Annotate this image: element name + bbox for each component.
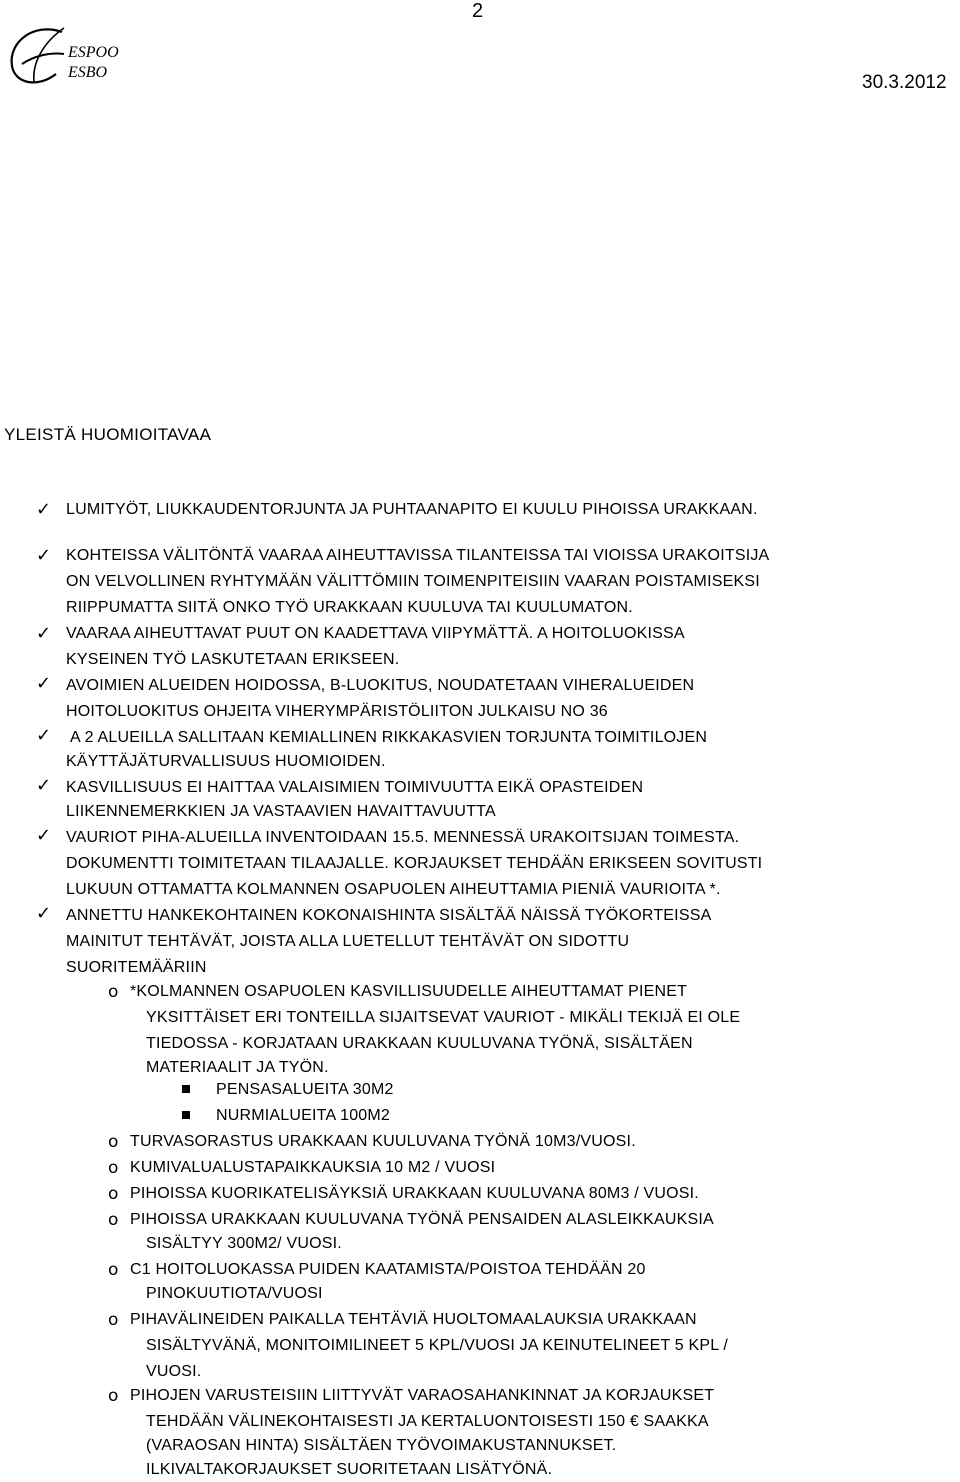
text-line: LIIKENNEMERKKIEN JA VASTAAVIEN HAVAITTAVUUTTA [66,803,496,820]
text-line: SUORITEMÄÄRIIN [66,959,207,976]
text-line: AVOIMIEN ALUEIDEN HOIDOSSA, B-LUOKITUS, NOUDATETAAN VIHERALUEIDEN [66,677,695,694]
document-date: 30.3.2012 [862,72,947,93]
square-bullet-icon [182,1111,190,1119]
text-line: PIHAVÄLINEIDEN PAIKALLA TEHTÄVIÄ HUOLTOMAALAUKSIA URAKKAAN [130,1311,697,1328]
circle-bullet-icon: o [108,1210,119,1230]
logo-text-esbo: ESBO [68,64,108,81]
text-line: LUKUUN OTTAMATTA KOLMANNEN OSAPUOLEN AIHEUTTAMIA PIENIÄ VAURIOITA *. [66,881,721,898]
circle-bullet-icon: o [108,1184,119,1204]
logo-text-espoo: ESPOO [68,44,119,61]
check-mark-icon: ✓ [36,673,52,694]
text-line: RIIPPUMATTA SIITÄ ONKO TYÖ URAKKAAN KUULUVA TAI KUULUMATON. [66,599,633,616]
text-line: PINOKUUTIOTA/VUOSI [146,1285,323,1302]
check-mark-icon: ✓ [36,545,52,566]
text-line: SISÄLTYVÄNÄ, MONITOIMILINEET 5 KPL/VUOSI JA KEINUTELINEET 5 KPL / [146,1337,729,1354]
circle-bullet-icon: o [108,982,119,1002]
check-mark-icon: ✓ [36,903,52,924]
section-heading: YLEISTÄ HUOMIOITAVAA [4,425,212,444]
text-line: VAURIOT PIHA-ALUEILLA INVENTOIDAAN 15.5. MENNESSÄ URAKOITSIJAN TOIMESTA. [66,829,740,846]
text-line: (VARAOSAN HINTA) SISÄLTÄEN TYÖVOIMAKUSTANNUKSET. [146,1437,617,1454]
text-line: MATERIAALIT JA TYÖN. [146,1059,329,1076]
text-line: KOHTEISSA VÄLITÖNTÄ VAARAA AIHEUTTAVISSA TILANTEISSA TAI VIOISSA URAKOITSIJA [66,547,770,564]
text-line: PENSASALUEITA 30M2 [216,1081,394,1098]
text-line: KASVILLISUUS EI HAITTAA VALAISIMIEN TOIMIVUUTTA EIKÄ OPASTEIDEN [66,779,644,796]
text-line: DOKUMENTTI TOIMITETAAN TILAAJALLE. KORJAUKSET TEHDÄÄN ERIKSEEN SOVITUSTI [66,855,763,872]
circle-bullet-icon: o [108,1132,119,1152]
text-line: A 2 ALUEILLA SALLITAAN KEMIALLINEN RIKKAKASVIEN TORJUNTA TOIMITILOJEN [70,729,708,746]
circle-bullet-icon: o [108,1386,119,1406]
circle-bullet-icon: o [108,1310,119,1330]
text-line: *KOLMANNEN OSAPUOLEN KASVILLISUUDELLE AIHEUTTAMAT PIENET [130,983,688,1000]
text-line: C1 HOITOLUOKASSA PUIDEN KAATAMISTA/POISTOA TEHDÄÄN 20 [130,1261,646,1278]
text-line: TEHDÄÄN VÄLINEKOHTAISESTI JA KERTALUONTOISESTI 150 € SAAKKA [146,1413,709,1430]
check-mark-icon: ✓ [36,623,52,644]
text-line: PIHOISSA URAKKAAN KUULUVANA TYÖNÄ PENSAIDEN ALASLEIKKAUKSIA [130,1211,714,1228]
text-line: KYSEINEN TYÖ LASKUTETAAN ERIKSEEN. [66,651,400,668]
square-bullet-icon [182,1085,190,1093]
text-line: MAINITUT TEHTÄVÄT, JOISTA ALLA LUETELLUT TEHTÄVÄT ON SIDOTTU [66,933,630,950]
text-line: ANNETTU HANKEKOHTAINEN KOKONAISHINTA SISÄLTÄÄ NÄISSÄ TYÖKORTEISSA [66,907,712,924]
text-line: VAARAA AIHEUTTAVAT PUUT ON KAADETTAVA VIIPYMÄTTÄ. A HOITOLUOKISSA [66,625,685,642]
check-mark-icon: ✓ [36,825,52,846]
circle-bullet-icon: o [108,1158,119,1178]
text-line: KÄYTTÄJÄTURVALLISUUS HUOMIOIDEN. [66,753,386,770]
circle-bullet-icon: o [108,1260,119,1280]
text-line: PIHOJEN VARUSTEISIIN LIITTYVÄT VARAOSAHANKINNAT JA KORJAUKSET [130,1387,715,1404]
text-line: LUMITYÖT, LIUKKAUDENTORJUNTA JA PUHTAANAPITO EI KUULU PIHOISSA URAKKAAN. [66,501,758,518]
text-line: NURMIALUEITA 100M2 [216,1107,391,1124]
text-line: PIHOISSA KUORIKATELISÄYKSIÄ URAKKAAN KUULUVANA 80M3 / VUOSI. [130,1185,699,1202]
text-line: KUMIVALUALUSTAPAIKKAUKSIA 10 M2 / VUOSI [130,1159,496,1176]
text-line: ON VELVOLLINEN RYHTYMÄÄN VÄLITTÖMIIN TOIMENPITEISIIN VAARAN POISTAMISEKSI [66,573,760,590]
text-line: ILKIVALTAKORJAUKSET SUORITETAAN LISÄTYÖNÄ. [146,1461,553,1478]
check-mark-icon: ✓ [36,725,52,746]
text-line: TURVASORASTUS URAKKAAN KUULUVANA TYÖNÄ 10M3/VUOSI. [130,1133,636,1150]
text-line: TIEDOSSA - KORJATAAN URAKKAAN KUULUVANA TYÖNÄ, SISÄLTÄEN [146,1035,693,1052]
text-line: YKSITTÄISET ERI TONTEILLA SIJAITSEVAT VAURIOT - MIKÄLI TEKIJÄ EI OLE [146,1009,741,1026]
page-number: 2 [472,0,484,22]
text-line: VUOSI. [146,1363,202,1380]
check-mark-icon: ✓ [36,499,52,520]
text-line: HOITOLUOKITUS OHJEITA VIHERYMPÄRISTÖLIITON JULKAISU NO 36 [66,703,608,720]
text-line: SISÄLTYY 300M2/ VUOSI. [146,1235,342,1252]
check-mark-icon: ✓ [36,775,52,796]
